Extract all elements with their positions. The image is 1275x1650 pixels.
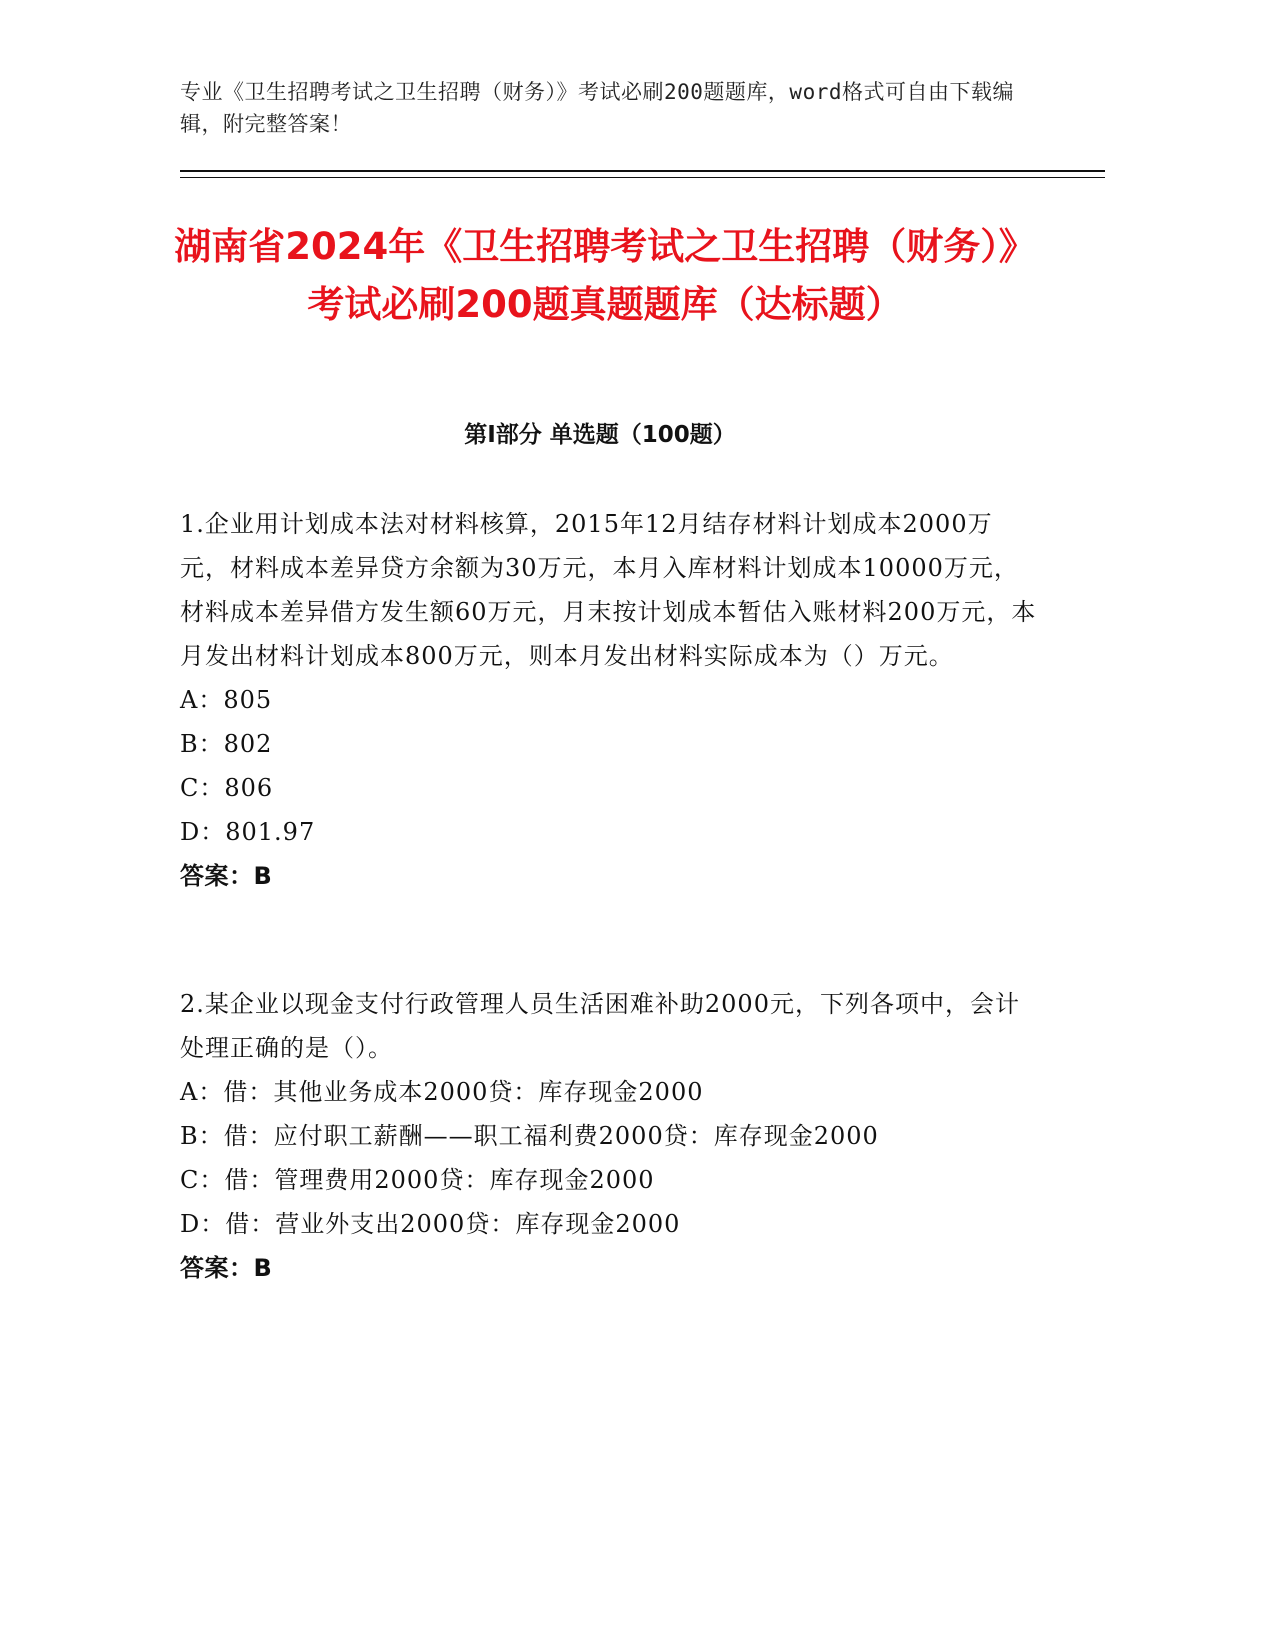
option-b: B：借：应付职工薪酬——职工福利费2000贷：库存现金2000 xyxy=(180,1122,879,1150)
option-b: B：802 xyxy=(180,730,273,758)
answer: 答案：B xyxy=(180,1254,273,1282)
option-c: C：借：管理费用2000贷：库存现金2000 xyxy=(180,1166,655,1194)
header-rule-thin xyxy=(180,177,1105,178)
question-2 xyxy=(180,982,1040,1290)
document-title: 湖南省2024年《卫生招聘考试之卫生招聘（财务）》考试必刷200题真题题库（达标题） xyxy=(174,225,1036,326)
option-d: D：801.97 xyxy=(180,818,316,846)
question-stem: 1.企业用计划成本法对材料核算，2015年12月结存材料计划成本2000万元，材料成本差异贷方余额为30万元，本月入库材料计划成本10000万元，材料成本差异借方发生额60万元，月末按计划成本暂估入账材料200万元，本月发出材料计划成本800万元，则本月发出材料实际成本为（）万元。 xyxy=(180,510,1037,670)
answer: 答案：B xyxy=(180,862,273,890)
option-c: C：806 xyxy=(180,774,274,802)
section-heading: 第I部分 单选题（100题） xyxy=(464,422,736,448)
option-a: A：借：其他业务成本2000贷：库存现金2000 xyxy=(180,1078,704,1106)
intro-text: 专业《卫生招聘考试之卫生招聘（财务）》考试必刷200题题库，word格式可自由下载编辑，附完整答案！ xyxy=(180,80,1014,136)
option-a: A：805 xyxy=(180,686,273,714)
option-d: D：借：营业外支出2000贷：库存现金2000 xyxy=(180,1210,681,1238)
header-rule-thick xyxy=(180,170,1105,172)
question-1 xyxy=(180,502,1040,898)
question-stem: 2.某企业以现金支付行政管理人员生活困难补助2000元，下列各项中，会计处理正确的是（）。 xyxy=(180,990,1020,1062)
